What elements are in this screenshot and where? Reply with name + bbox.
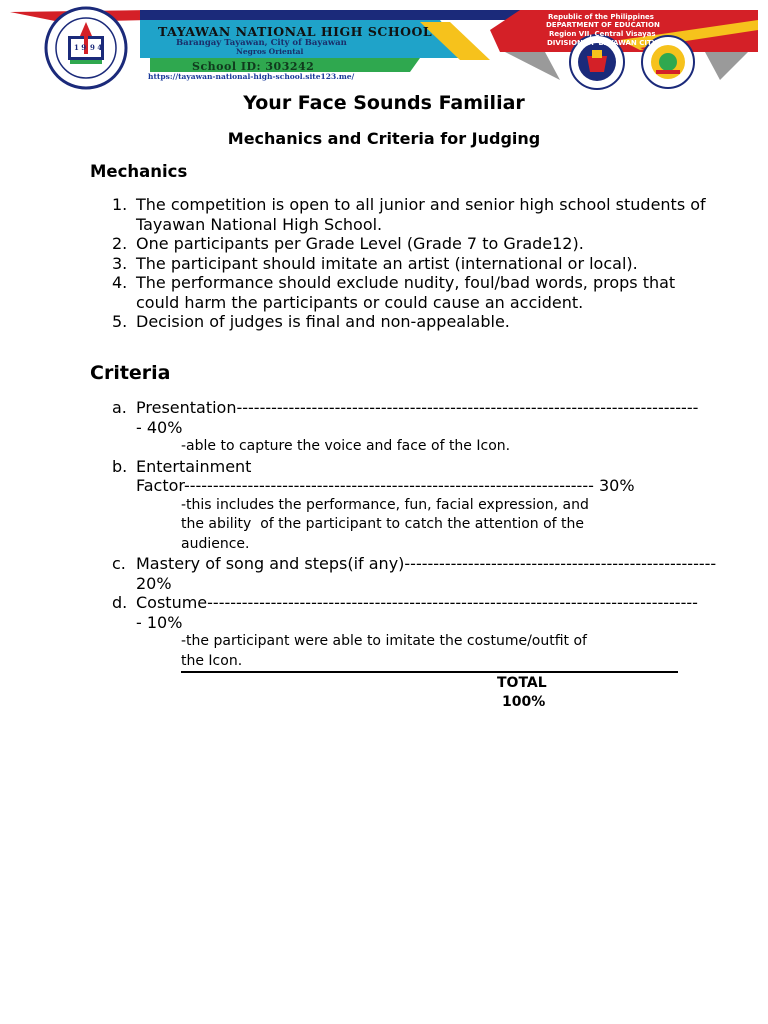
criteria-item-text: - 10% bbox=[136, 612, 183, 632]
mechanics-item-number: 1. bbox=[112, 195, 128, 214]
criteria-item-description: -the participant were able to imitate the costume/outfit of bbox=[181, 633, 587, 649]
region-label: Region VII, Central Visayas bbox=[549, 30, 656, 38]
mechanics-item-text: Tayawan National High School. bbox=[136, 214, 383, 234]
mechanics-item-text: One participants per Grade Level (Grade 7 to Grade12). bbox=[136, 234, 584, 253]
mechanics-item-text: The competition is open to all junior and senior high school students of bbox=[136, 195, 706, 214]
school-url: https://tayawan-national-high-school.site123.me/ bbox=[148, 72, 355, 81]
criteria-item-description: -this includes the performance, fun, facial expression, and bbox=[181, 496, 589, 513]
school-address: Barangay Tayawan, City of Bayawan bbox=[176, 38, 347, 48]
criteria-item-text: Presentation-------------------------------------------------------------------------------- bbox=[136, 398, 699, 417]
svg-text:9 4: 9 4 bbox=[90, 43, 103, 52]
mechanics-heading: Mechanics bbox=[90, 162, 188, 181]
mechanics-item-text: The participant should imitate an artist (international or local). bbox=[136, 253, 638, 273]
criteria-item-letter: c. bbox=[112, 554, 126, 573]
mechanics-item-number: 4. bbox=[112, 273, 128, 292]
criteria-item-description: the ability of the participant to catch the attention of the bbox=[181, 516, 585, 532]
mechanics-item-number: 3. bbox=[112, 253, 128, 273]
criteria-heading: Criteria bbox=[90, 362, 171, 384]
republic-label: Republic of the Philippines bbox=[548, 13, 654, 21]
school-province: Negros Oriental bbox=[236, 47, 304, 56]
svg-text:1 9: 1 9 bbox=[74, 43, 87, 52]
mechanics-item-text: The performance should exclude nudity, foul/bad words, props that bbox=[136, 273, 676, 292]
criteria-item-text: 20% bbox=[136, 573, 172, 593]
criteria-item-text: Costume------------------------------------------------------------------------------------- bbox=[136, 593, 698, 612]
mechanics-item-text: Decision of judges is final and non-appealable. bbox=[136, 312, 510, 331]
document-subtitle: Mechanics and Criteria for Judging bbox=[227, 129, 541, 148]
letterhead bbox=[0, 0, 768, 90]
mechanics-item-number: 2. bbox=[112, 234, 128, 253]
school-id: School ID: 303242 bbox=[192, 60, 315, 73]
document-title: Your Face Sounds Familiar bbox=[243, 92, 525, 114]
criteria-item-description: the Icon. bbox=[181, 652, 243, 669]
criteria-item-text: Factor----------------------------------------------------------------------- 30% bbox=[136, 476, 635, 495]
total-label: TOTAL bbox=[497, 675, 547, 691]
criteria-item-letter: b. bbox=[112, 456, 128, 476]
criteria-item-text: - 40% bbox=[136, 417, 183, 437]
division-label: DIVISION OF BAYAWAN CITY bbox=[547, 39, 657, 47]
criteria-item-letter: d. bbox=[112, 593, 128, 612]
department-label: DEPARTMENT OF EDUCATION bbox=[546, 21, 660, 29]
school-name: TAYAWAN NATIONAL HIGH SCHOOL bbox=[158, 24, 433, 39]
criteria-item-description: -able to capture the voice and face of the Icon. bbox=[181, 438, 511, 454]
criteria-item-description: audience. bbox=[181, 535, 250, 552]
total-rule bbox=[181, 671, 678, 673]
mechanics-item-number: 5. bbox=[112, 312, 128, 331]
total-value: 100% bbox=[502, 694, 546, 710]
mechanics-item-text: could harm the participants or could cause an accident. bbox=[136, 292, 584, 312]
school-seal-icon bbox=[46, 8, 126, 88]
criteria-item-letter: a. bbox=[112, 398, 127, 417]
criteria-item-text: Mastery of song and steps(if any)------------------------------------------------------ bbox=[136, 554, 717, 573]
criteria-item-text: Entertainment bbox=[136, 456, 252, 476]
